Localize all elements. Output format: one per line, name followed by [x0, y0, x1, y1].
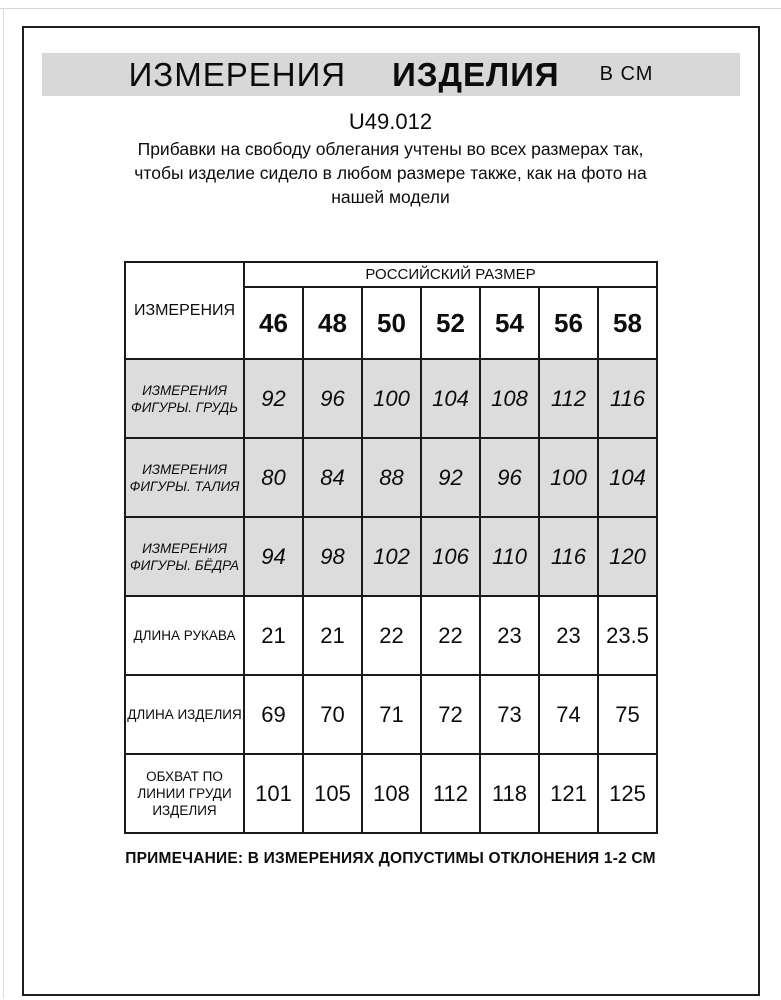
table-cell: 104 — [598, 438, 657, 517]
table-cell: 104 — [421, 359, 480, 438]
table-cell: 22 — [421, 596, 480, 675]
table-cell: 94 — [244, 517, 303, 596]
table-cell: 125 — [598, 754, 657, 833]
table-row-chest-girth — [125, 754, 657, 833]
row-label-hips: ИЗМЕРЕНИЯ ФИГУРЫ. БЁДРА — [125, 517, 244, 596]
page-title-main: ИЗМЕРЕНИЯ — [128, 55, 347, 93]
table-cell: 106 — [421, 517, 480, 596]
table-cell: 88 — [362, 438, 421, 517]
table-cell: 69 — [244, 675, 303, 754]
table-cell: 21 — [244, 596, 303, 675]
row-label-chest-girth: ОБХВАТ ПО ЛИНИИ ГРУДИ ИЗДЕЛИЯ — [125, 754, 244, 833]
table-cell: 71 — [362, 675, 421, 754]
table-cell: 105 — [303, 754, 362, 833]
size-cell-46: 46 — [244, 287, 303, 359]
table-cell: 23 — [480, 596, 539, 675]
table-cell: 96 — [480, 438, 539, 517]
table-cell: 84 — [303, 438, 362, 517]
corner-header-cell: ИЗМЕРЕНИЯ — [125, 262, 244, 359]
scan-artifact-top-line — [0, 8, 781, 9]
table-cell: 110 — [480, 517, 539, 596]
fit-description — [90, 137, 691, 209]
page-title-bold: ИЗДЕЛИЯ — [392, 55, 560, 93]
table-cell: 75 — [598, 675, 657, 754]
table-cell: 108 — [480, 359, 539, 438]
table-cell: 23 — [539, 596, 598, 675]
table-cell: 92 — [421, 438, 480, 517]
table-cell: 102 — [362, 517, 421, 596]
table-cell: 21 — [303, 596, 362, 675]
size-measurement-table — [124, 261, 658, 834]
size-cell-54: 54 — [480, 287, 539, 359]
table-cell: 70 — [303, 675, 362, 754]
table-cell: 96 — [303, 359, 362, 438]
table-row-sleeve-length — [125, 596, 657, 675]
table-cell: 74 — [539, 675, 598, 754]
russian-size-header-cell: РОССИЙСКИЙ РАЗМЕР — [244, 262, 657, 287]
article-code: U49.012 — [348, 109, 433, 134]
row-label-sleeve-length: ДЛИНА РУКАВА — [125, 596, 244, 675]
size-cell-50: 50 — [362, 287, 421, 359]
page-title-unit: В СМ — [599, 63, 654, 85]
header-bar — [42, 53, 740, 96]
table-cell: 92 — [244, 359, 303, 438]
description-line-3: нашей модели — [331, 187, 450, 207]
row-label-item-length: ДЛИНА ИЗДЕЛИЯ — [125, 675, 244, 754]
table-row-hips — [125, 517, 657, 596]
table-cell: 118 — [480, 754, 539, 833]
size-cell-48: 48 — [303, 287, 362, 359]
table-cell: 108 — [362, 754, 421, 833]
size-cell-56: 56 — [539, 287, 598, 359]
table-cell: 101 — [244, 754, 303, 833]
table-cell: 22 — [362, 596, 421, 675]
row-label-chest: ИЗМЕРЕНИЯ ФИГУРЫ. ГРУДЬ — [125, 359, 244, 438]
size-cell-52: 52 — [421, 287, 480, 359]
description-line-2: чтобы изделие сидело в любом размере также, как на фото на — [134, 163, 647, 183]
table-cell: 100 — [539, 438, 598, 517]
table-cell: 120 — [598, 517, 657, 596]
table-cell: 73 — [480, 675, 539, 754]
table-row-waist — [125, 438, 657, 517]
size-cell-58: 58 — [598, 287, 657, 359]
description-line-1: Прибавки на свободу облегания учтены во всех размерах так, — [137, 139, 644, 159]
deviation-note: ПРИМЕЧАНИЕ: В ИЗМЕРЕНИЯХ ДОПУСТИМЫ ОТКЛОНЕНИЯ 1-2 СМ — [125, 850, 656, 867]
table-cell: 100 — [362, 359, 421, 438]
table-cell: 23.5 — [598, 596, 657, 675]
table-row-chest — [125, 359, 657, 438]
table-row-group-header — [125, 262, 657, 287]
table-row-item-length — [125, 675, 657, 754]
table-cell: 116 — [539, 517, 598, 596]
table-cell: 116 — [598, 359, 657, 438]
table-cell: 112 — [421, 754, 480, 833]
row-label-waist: ИЗМЕРЕНИЯ ФИГУРЫ. ТАЛИЯ — [125, 438, 244, 517]
table-cell: 98 — [303, 517, 362, 596]
table-cell: 121 — [539, 754, 598, 833]
table-cell: 72 — [421, 675, 480, 754]
table-cell: 80 — [244, 438, 303, 517]
table-cell: 112 — [539, 359, 598, 438]
